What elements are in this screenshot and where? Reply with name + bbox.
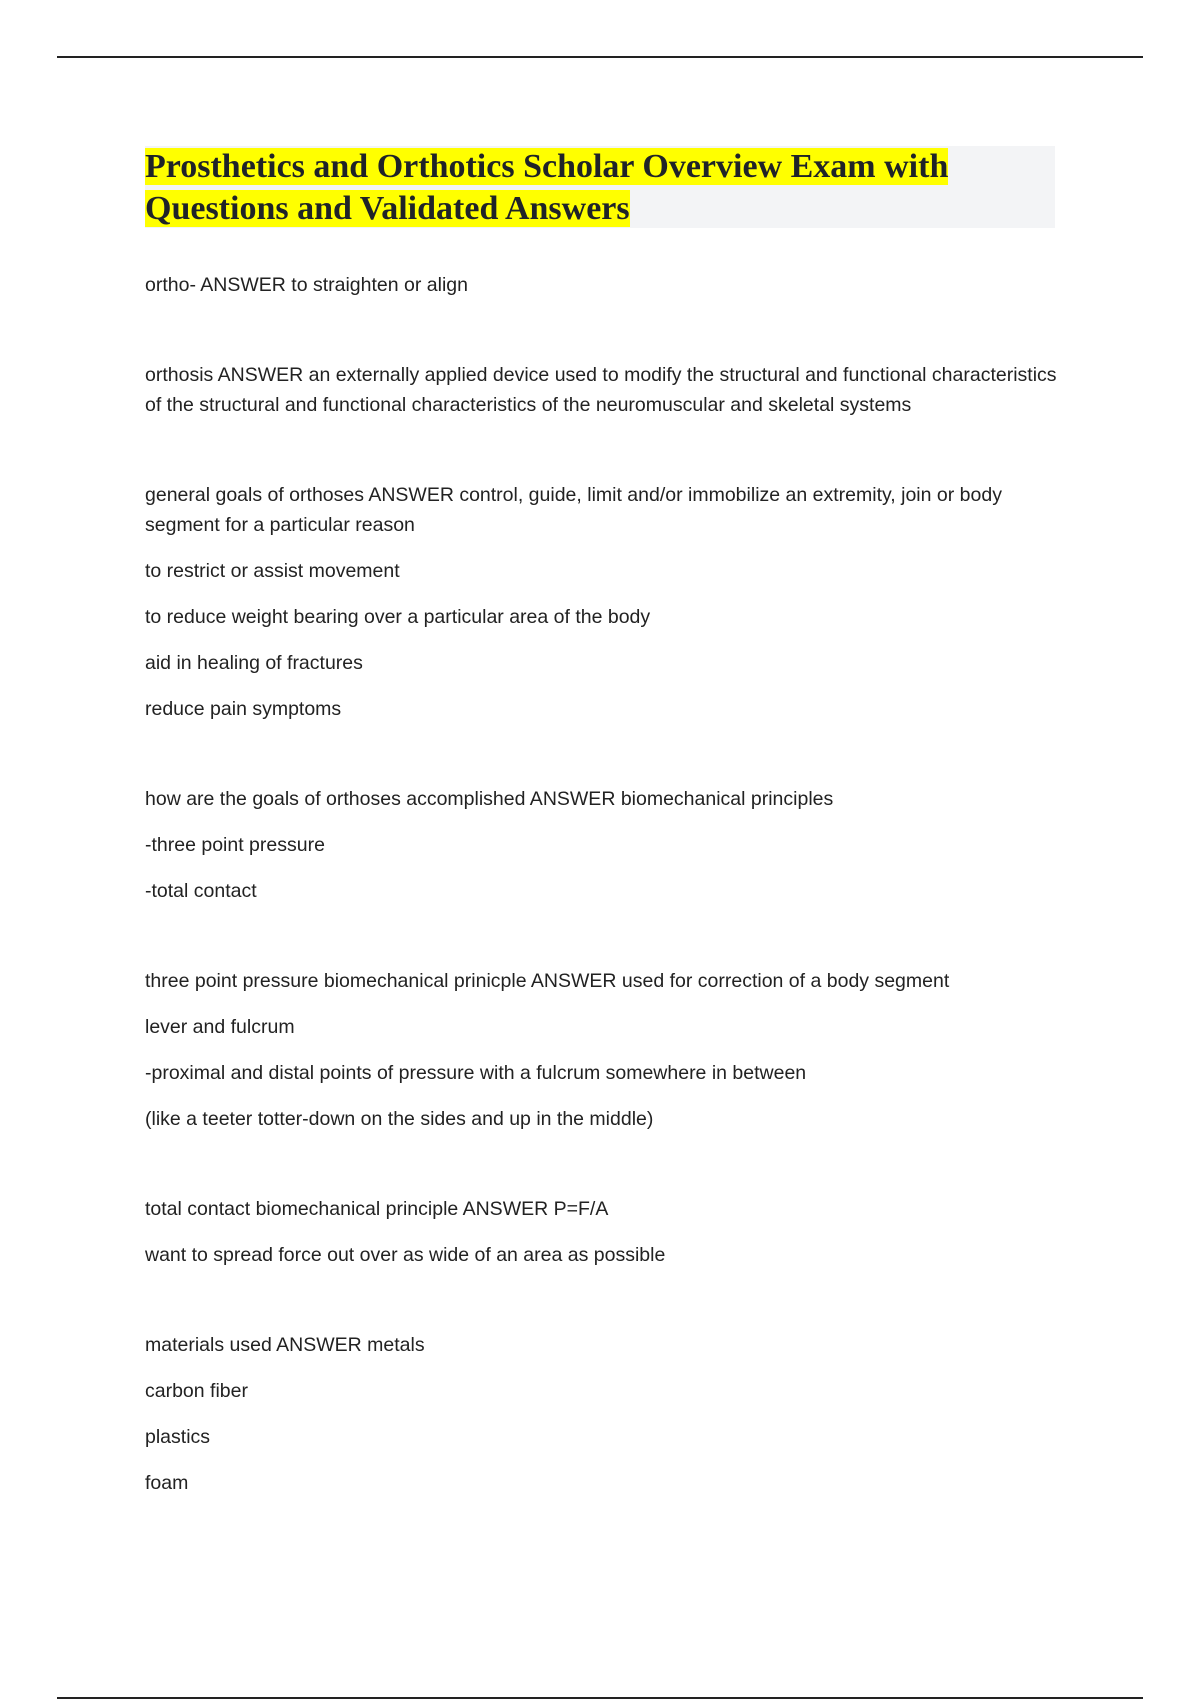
top-rule <box>57 56 1143 58</box>
title-block <box>145 146 1055 228</box>
answer-line: foam <box>145 1472 189 1494</box>
answer-line: (like a teeter totter-down on the sides and up in the middle) <box>145 1108 654 1130</box>
document-body <box>145 270 1065 1558</box>
answer-line: lever and fulcrum <box>145 1016 295 1038</box>
answer-line: orthosis ANSWER an externally applied device used to modify the structural and functional characteristics of the structural and functional characteristics of the neuromuscular and skeletal systems <box>145 364 1057 416</box>
answer-line: to reduce weight bearing over a particular area of the body <box>145 606 651 628</box>
answer-line: materials used ANSWER metals <box>145 1334 425 1356</box>
document-title-text: Prosthetics and Orthotics Scholar Overview Exam with Questions and Validated Answers <box>145 148 949 227</box>
qa-entry <box>145 1330 1065 1498</box>
answer-line: carbon fiber <box>145 1380 248 1402</box>
answer-line: -proximal and distal points of pressure with a fulcrum somewhere in between <box>145 1062 807 1084</box>
answer-line: aid in healing of fractures <box>145 652 363 674</box>
qa-entry <box>145 966 1065 1134</box>
answer-line: three point pressure biomechanical prinicple ANSWER used for correction of a body segment <box>145 970 950 992</box>
answer-line: to restrict or assist movement <box>145 560 400 582</box>
qa-entry <box>145 360 1065 420</box>
qa-entry <box>145 480 1065 724</box>
answer-line: how are the goals of orthoses accomplished ANSWER biomechanical principles <box>145 788 834 810</box>
qa-entry <box>145 784 1065 906</box>
bottom-rule <box>57 1697 1143 1699</box>
answer-line: -three point pressure <box>145 834 325 856</box>
qa-entry <box>145 1194 1065 1270</box>
answer-line: want to spread force out over as wide of an area as possible <box>145 1244 666 1266</box>
answer-line: general goals of orthoses ANSWER control, guide, limit and/or immobilize an extremity, join or body segment for a particular reason <box>145 484 1002 536</box>
answer-line: plastics <box>145 1426 211 1448</box>
answer-line: reduce pain symptoms <box>145 698 342 720</box>
answer-line: ortho- ANSWER to straighten or align <box>145 274 468 296</box>
qa-entry <box>145 270 1065 300</box>
document-title <box>145 146 1055 230</box>
answer-line: -total contact <box>145 880 257 902</box>
answer-line: total contact biomechanical principle ANSWER P=F/A <box>145 1198 609 1220</box>
